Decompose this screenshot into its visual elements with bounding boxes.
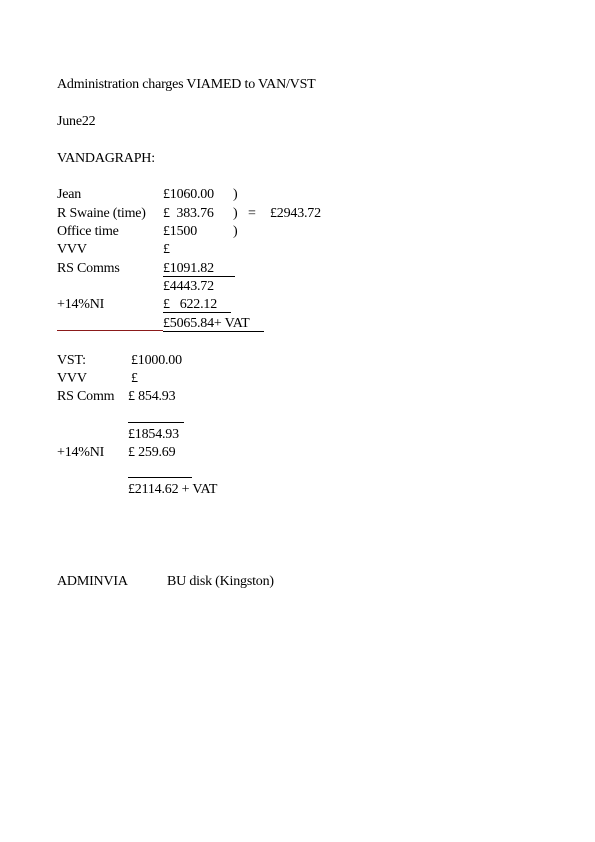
bracket-mark: ) — [233, 224, 238, 239]
vandagraph-row-amount: £1500 — [163, 224, 198, 239]
vst-row-label: VVV — [57, 371, 87, 386]
vandagraph-subtotal: £4443.72 — [163, 279, 214, 294]
document-title: Administration charges VIAMED to VAN/VST — [57, 77, 316, 92]
vandagraph-row-label: VVV — [57, 242, 87, 257]
vst-subtotal: £1854.93 — [128, 427, 179, 442]
vandagraph-row-amount: £1060.00 — [163, 187, 214, 202]
underline-rule — [163, 331, 264, 332]
vst-heading: VST: — [57, 353, 86, 368]
underline-rule — [128, 422, 184, 423]
underline-rule — [128, 477, 192, 478]
vandagraph-group-total: £2943.72 — [270, 206, 321, 221]
equals-sign: = — [248, 206, 256, 221]
underline-rule — [163, 276, 235, 277]
vandagraph-row-amount: £ 383.76 — [163, 206, 214, 221]
vandagraph-heading: VANDAGRAPH: — [57, 151, 155, 166]
vandagraph-ni-label: +14%NI — [57, 297, 105, 312]
bracket-mark: ) — [233, 206, 238, 221]
bracket-mark: ) — [233, 187, 238, 202]
vandagraph-total: £5065.84+ VAT — [163, 316, 250, 331]
vst-row-amount: £ — [131, 371, 138, 386]
vst-total: £2114.62 + VAT — [128, 482, 218, 497]
vandagraph-row-label: Office time — [57, 224, 119, 239]
vandagraph-row-label: Jean — [57, 187, 82, 202]
vandagraph-row-amount: £ — [163, 242, 170, 257]
vst-heading-amount: £1000.00 — [131, 353, 182, 368]
footer-label: ADMINVIA — [57, 574, 128, 589]
vst-ni-amount: £ 259.69 — [128, 445, 176, 460]
vandagraph-row-label: R Swaine (time) — [57, 206, 146, 221]
document-date: June22 — [57, 114, 96, 129]
vst-row-label: RS Comm — [57, 389, 115, 404]
vandagraph-row-label: RS Comms — [57, 261, 120, 276]
vst-row-amount: £ 854.93 — [128, 389, 176, 404]
underline-rule — [163, 312, 231, 313]
footer-value: BU disk (Kingston) — [167, 574, 274, 589]
vandagraph-ni-amount: £ 622.12 — [163, 297, 218, 312]
vst-ni-label: +14%NI — [57, 445, 105, 460]
red-margin-rule — [57, 330, 163, 331]
vandagraph-row-amount: £1091.82 — [163, 261, 214, 276]
